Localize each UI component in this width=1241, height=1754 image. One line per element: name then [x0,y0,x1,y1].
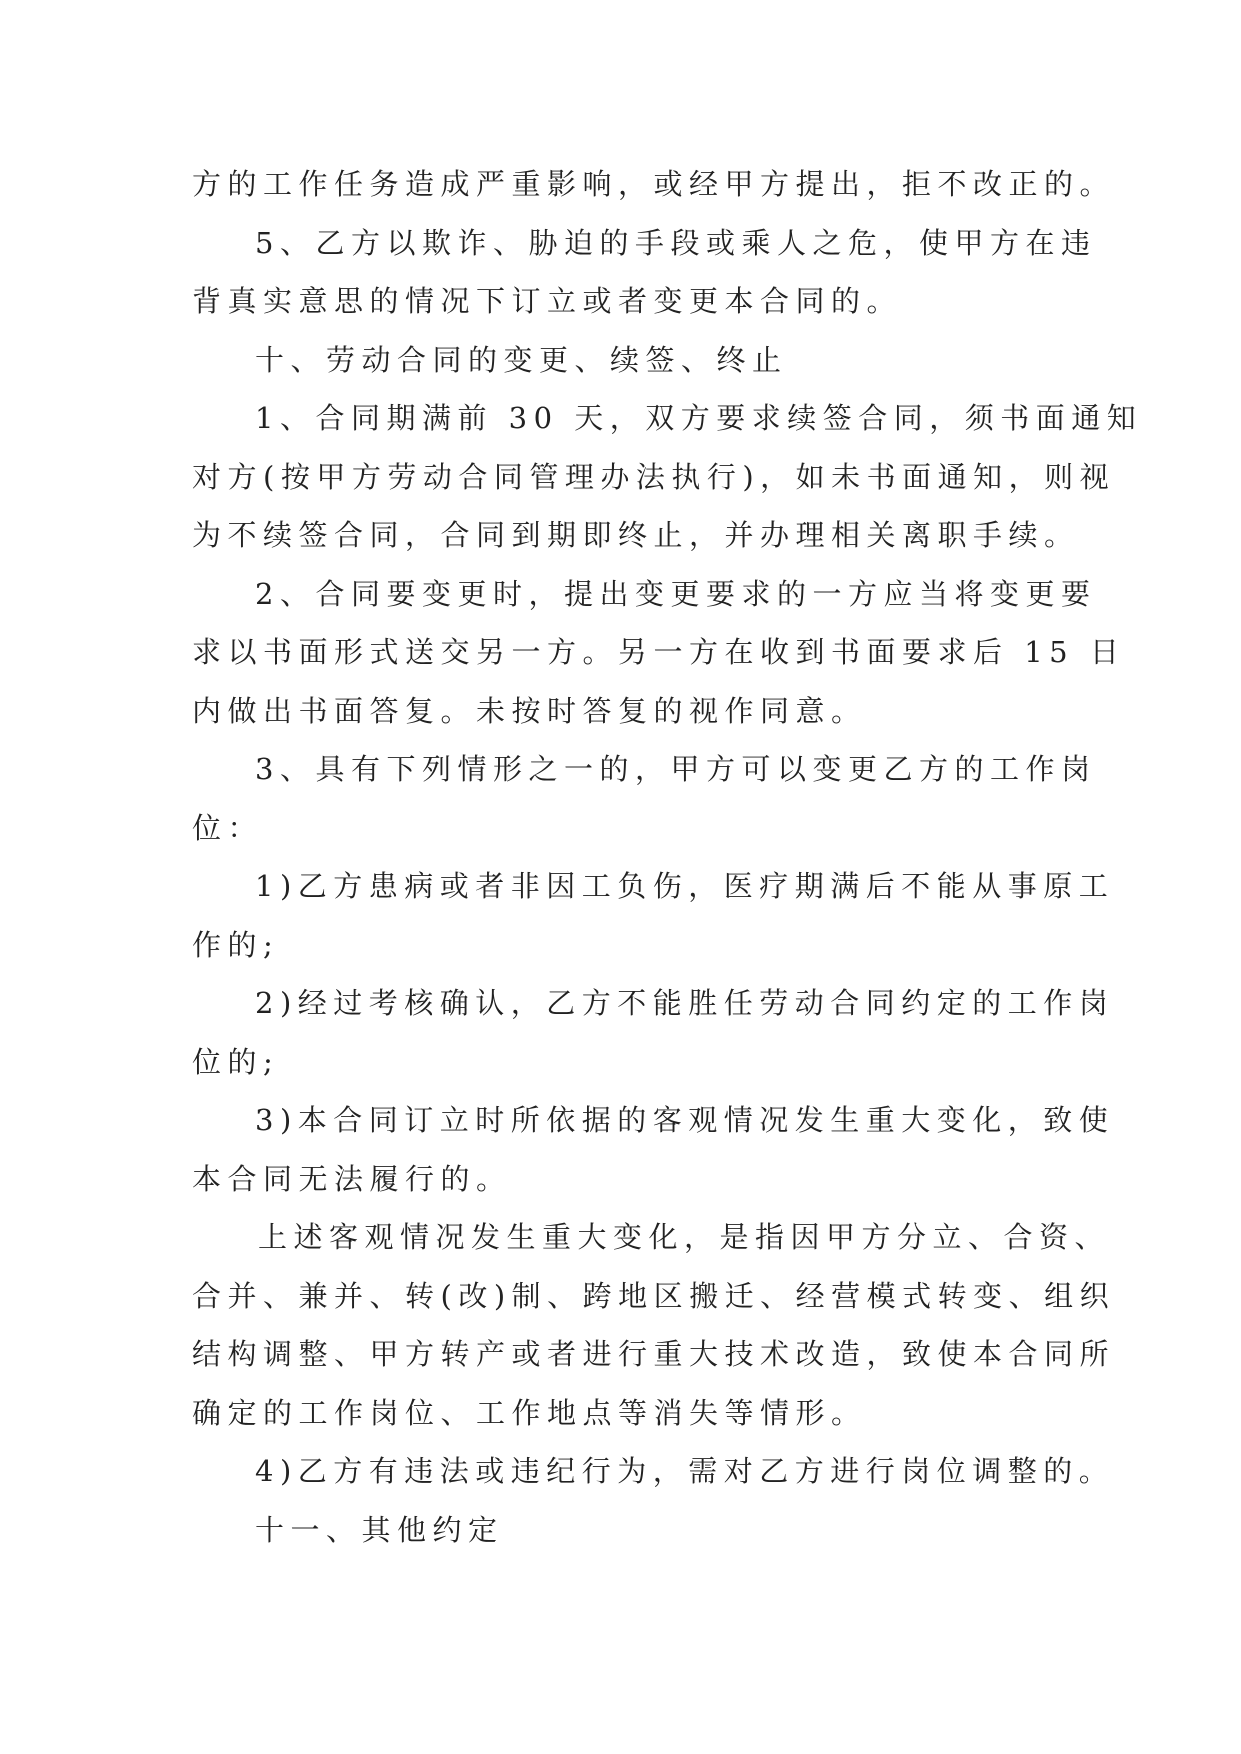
text-line: 方的工作任务造成严重影响，或经甲方提出，拒不改正的。 [192,167,1116,201]
text-line: 上述客观情况发生重大变化，是指因甲方分立、合资、 [258,1220,1111,1254]
text-line: 为不续签合同，合同到期即终止，并办理相关离职手续。 [192,518,1080,552]
section-heading: 十、劳动合同的变更、续签、终止 [255,342,788,377]
text-line: 本合同无法履行的。 [192,1161,512,1196]
text-line: 位的; [192,1044,280,1079]
text-line: 1、合同期满前 30 天，双方要求续签合同，须书面通知 [255,401,1143,435]
document-body [192,155,1143,1559]
text-line: 5、乙方以欺诈、胁迫的手段或乘人之危，使甲方在违 [255,225,1097,260]
text-line: 2、合同要变更时，提出变更要求的一方应当将变更要 [255,576,1097,611]
text-line: 求以书面形式送交另一方。另一方在收到书面要求后 15 日 [192,635,1126,669]
text-line: 作的; [192,927,280,962]
text-line: 确定的工作岗位、工作地点等消失等情形。 [192,1395,867,1430]
section-heading: 十一、其他约定 [255,1512,504,1547]
text-line: 3、具有下列情形之一的，甲方可以变更乙方的工作岗 [255,752,1097,786]
text-line: 3)本合同订立时所依据的客观情况发生重大变化，致使 [255,1103,1115,1137]
text-line: 对方(按甲方劳动合同管理办法执行)，如未书面通知，则视 [192,459,1116,494]
text-line: 4)乙方有违法或违纪行为，需对乙方进行岗位调整的。 [255,1454,1115,1488]
text-line: 位： [192,810,264,845]
text-line: 结构调整、甲方转产或者进行重大技术改造，致使本合同所 [192,1337,1116,1371]
text-line: 1)乙方患病或者非因工负伤，医疗期满后不能从事原工 [255,869,1115,903]
text-line: 2)经过考核确认，乙方不能胜任劳动合同约定的工作岗 [255,986,1115,1020]
text-line: 背真实意思的情况下订立或者变更本合同的。 [192,284,903,318]
text-line: 合并、兼并、转(改)制、跨地区搬迁、经营模式转变、组织 [192,1278,1116,1313]
text-line: 内做出书面答复。未按时答复的视作同意。 [192,693,867,728]
